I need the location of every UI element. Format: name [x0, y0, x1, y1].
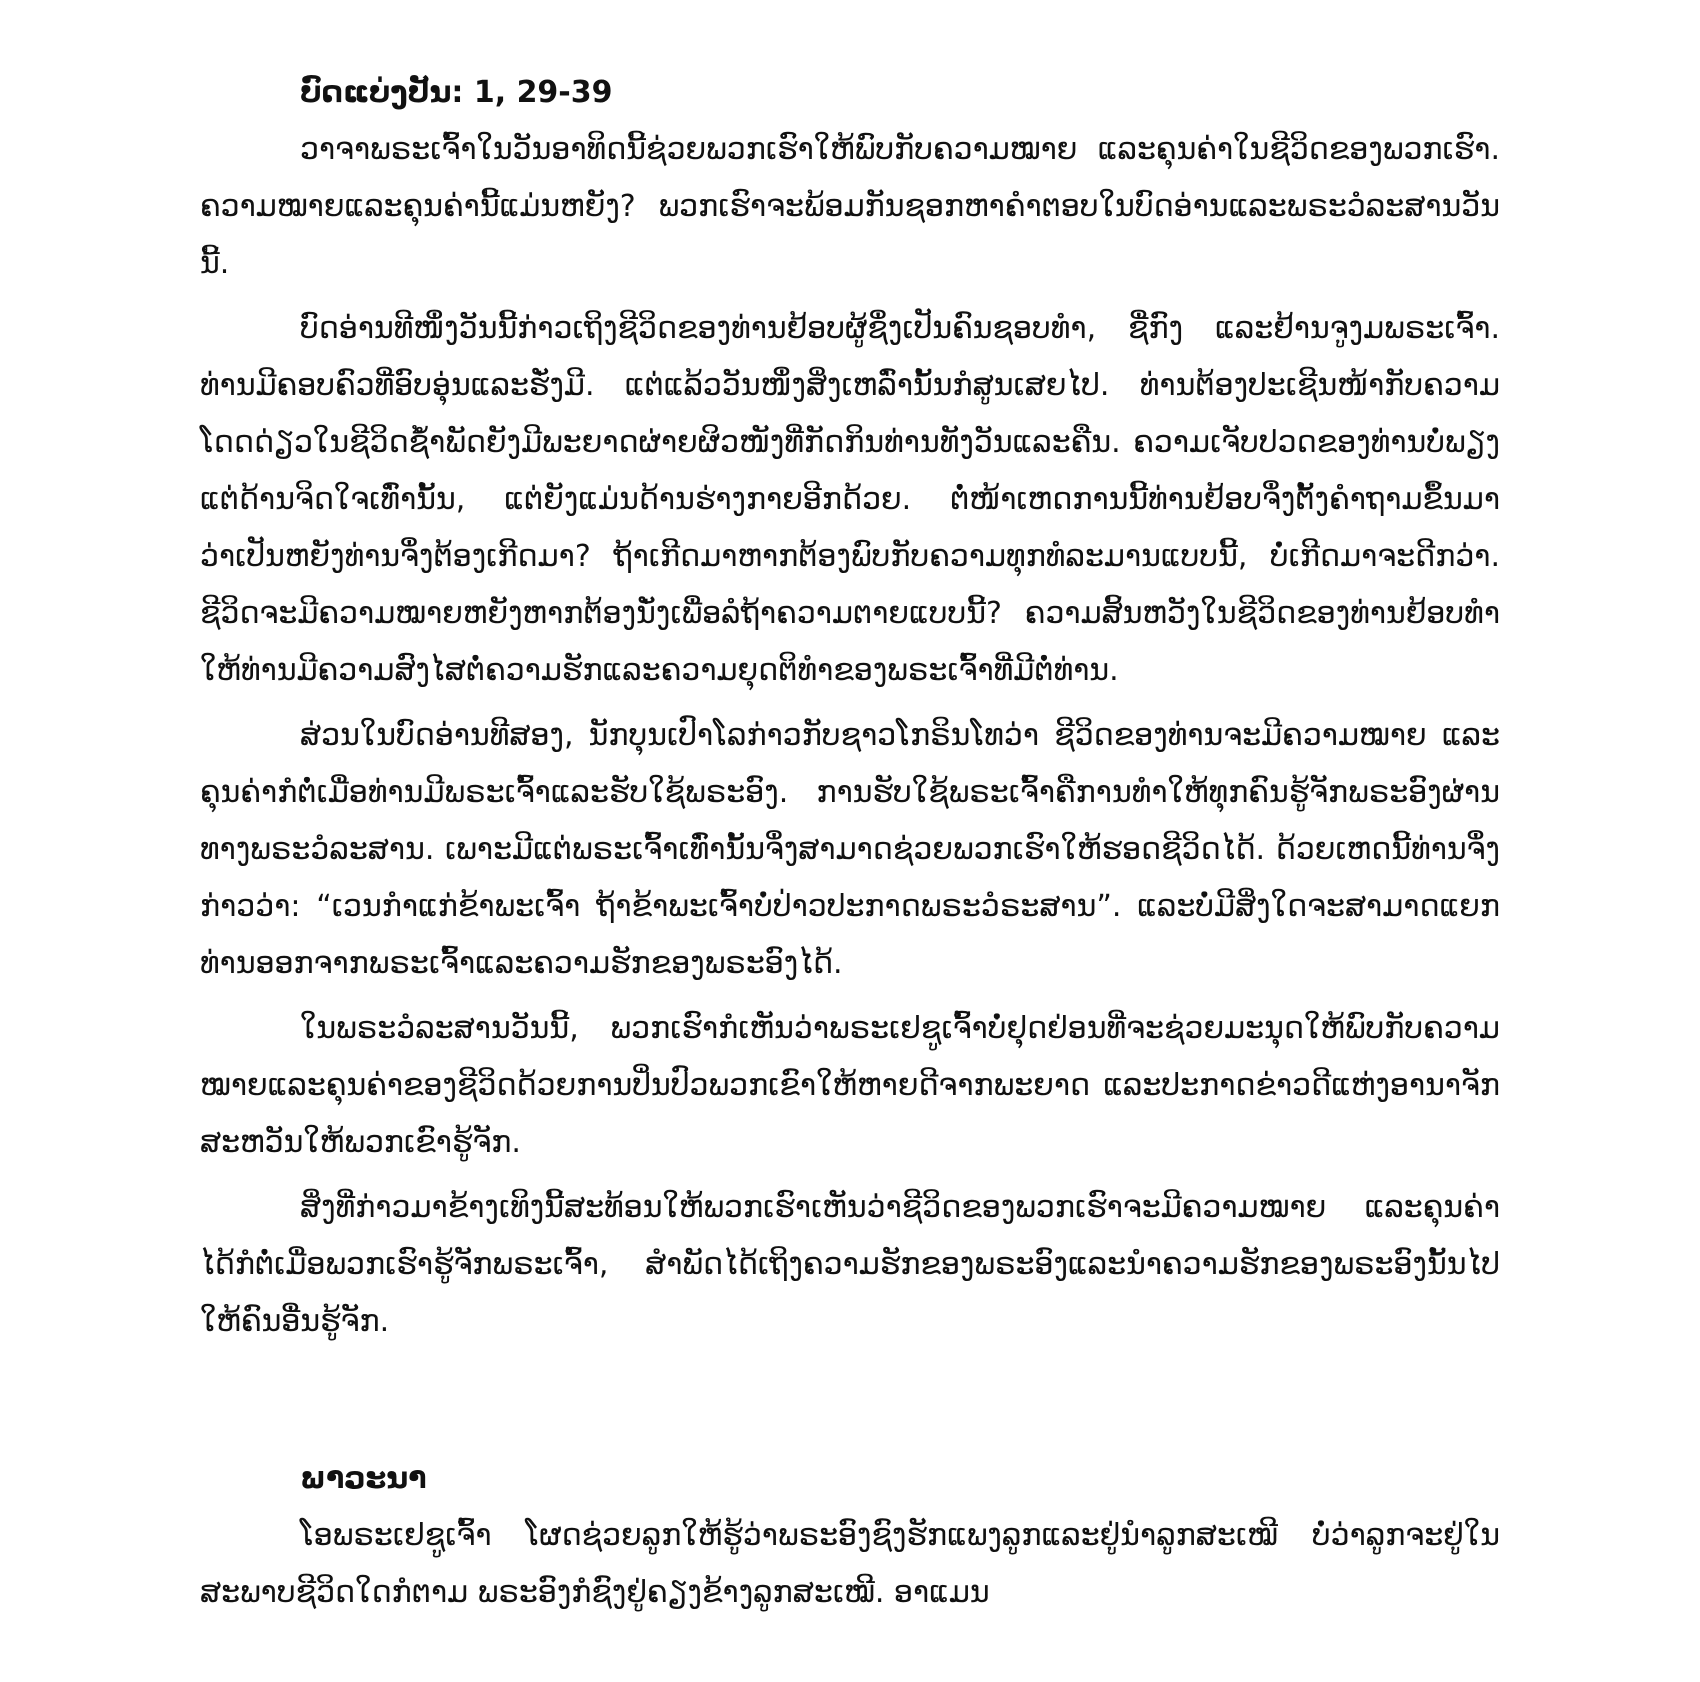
document-page [200, 64, 1500, 1621]
prayer-heading: ພາວະນາ [300, 1461, 427, 1496]
reading-paragraph-1: ວາຈາພຣະເຈົ້າໃນວັນອາທິດນີ້ຊ່ວຍພວກເຮົາໃຫ້ພົບກັບຄວາມໝາຍ ແລະຄຸນຄ່າໃນຊີວິດຂອງພວກເຮົາ. ຄວາມໝາຍແລະຄຸນຄ່ານີ້ແມ່ນຫຍັງ? ພວກເຮົາຈະພ້ອມກັນຊອກຫາຄໍາຕອບໃນບົດອ່ານແລະພຣະວໍລະສານວັນນີ້. [200, 132, 1500, 281]
reading-paragraph-3: ສ່ວນໃນບົດອ່ານທີສອງ, ນັກບຸນເປົາໂລກ່າວກັບຊາວໂກຣິນໂທວ່າ ຊີວິດຂອງທ່ານຈະມີຄວາມໝາຍ ແລະຄຸນຄ່າກໍຕໍ່ເມື່ອທ່ານມີພຣະເຈົ້າແລະຮັບໃຊ້ພຣະອົງ. ການຮັບໃຊ້ພຣະເຈົ້າຄືການທໍາໃຫ້ທຸກຄົນຮູ້ຈັກພຣະອົງຜ່ານທາງພຣະວໍລະສານ. ເພາະມີແຕ່ພຣະເຈົ້າເທົ່ານັ້ນຈຶ່ງສາມາດຊ່ວຍພວກເຮົາໃຫ້ຮອດຊີວິດໄດ້. ດ້ວຍເຫດນີ້ທ່ານຈຶ່ງກ່າວວ່າ: “ເວນກໍາແກ່ຂ້າພະເຈົ້າ ຖ້າຂ້າພະເຈົ້າບໍ່ປ່າວປະກາດພຣະວໍຣະສານ”. ແລະບໍ່ມີສິ່ງໃດຈະສາມາດແຍກທ່ານອອກຈາກພຣະເຈົ້າແລະຄວາມຮັກຂອງພຣະອົງໄດ້. [200, 718, 1500, 981]
prayer-text: ໂອພຣະເຢຊູເຈົ້າ ໂຜດຊ່ວຍລູກໃຫ້ຮູ້ວ່າພຣະອົງຊົງຮັກແພງລູກແລະຢູ່ນໍາລູກສະເໝີ ບໍ່ວ່າລູກຈະຢູ່ໃນສະພາບຊີວິດໃດກໍຕາມ ພຣະອົງກໍຊົງຢູ່ຄຽງຂ້າງລູກສະເໝີ. ອາແມນ [200, 1518, 1500, 1610]
reading-paragraph-2: ບົດອ່ານທີໜຶ່ງວັນນີ້ກ່າວເຖິງຊີວິດຂອງທ່ານຢ້ອບຜູ້ຊຶ່ງເປັນຄົນຊອບທໍາ, ຊື່ກົງ ແລະຢ້ານຈູງມພຣະເຈົ້າ. ທ່ານມີຄອບຄົວທີ່ອົບອຸ່ນແລະຮັ່ງມີ. ແຕ່ແລ້ວວັນໜຶ່ງສິ່ງເຫລົ່ານັ້ນກໍສູນເສຍໄປ. ທ່ານຕ້ອງປະເຊີນໜ້າກັບຄວາມໂດດດ່ຽວໃນຊີວິດຊໍ້າພັດຍັງມີພະຍາດຜ່າຍຜິວໜັງທີ່ກັດກິນທ່ານທັງວັນແລະຄືນ. ຄວາມເຈັບປວດຂອງທ່ານບໍ່ພຽງແຕ່ດ້ານຈິດໃຈເທົ່ານັ້ນ, ແຕ່ຍັງແມ່ນດ້ານຮ່າງກາຍອີກດ້ວຍ. ຕໍ່ໜ້າເຫດການນີ້ທ່ານຢ້ອບຈຶ່ງຕັ້ງຄໍາຖາມຂຶ້ນມາວ່າເປັນຫຍັງທ່ານຈຶ່ງຕ້ອງເກີດມາ? ຖ້າເກີດມາຫາກຕ້ອງພົບກັບຄວາມທຸກທໍລະມານແບບນີ້, ບໍ່ເກີດມາຈະດີກວ່າ. ຊີວິດຈະມີຄວາມໝາຍຫຍັງຫາກຕ້ອງນັ່ງເພື່ອລໍຖ້າຄວາມຕາຍແບບນີ້? ຄວາມສິ້ນຫວັງໃນຊີວິດຂອງທ່ານຢ້ອບທໍາໃຫ້ທ່ານມີຄວາມສົງໄສຕໍ່ຄວາມຮັກແລະຄວາມຍຸດຕິທໍາຂອງພຣະເຈົ້າທີ່ມີຕໍ່ທ່ານ. [200, 311, 1500, 688]
reading-paragraph-4: ໃນພຣະວໍລະສານວັນນີ້, ພວກເຮົາກໍເຫັນວ່າພຣະເຢຊູເຈົ້າບໍ່ຢຸດຢ່ອນທີ່ຈະຊ່ວຍມະນຸດໃຫ້ພົບກັບຄວາມໝາຍແລະຄຸນຄ່າຂອງຊີວິດດ້ວຍການປິ່ນປົວພວກເຂົາໃຫ້ຫາຍດີຈາກພະຍາດ ແລະປະກາດຂ່າວດີແຫ່ງອານາຈັກສະຫວັນໃຫ້ພວກເຂົາຮູ້ຈັກ. [200, 1011, 1500, 1160]
reading-paragraph-5: ສິ່ງທີ່ກ່າວມາຂ້າງເທິງນີ້ສະທ້ອນໃຫ້ພວກເຮົາເຫັນວ່າຊີວິດຂອງພວກເຮົາຈະມີຄວາມໝາຍ ແລະຄຸນຄ່າໄດ້ກໍຕໍ່ເມື່ອພວກເຮົາຮູ້ຈັກພຣະເຈົ້າ, ສໍາພັດໄດ້ເຖິງຄວາມຮັກຂອງພຣະອົງແລະນໍາຄວາມຮັກຂອງພຣະອົງນັ້ນໄປໃຫ້ຄົນອື່ນຮູ້ຈັກ. [200, 1190, 1500, 1339]
section-spacer [200, 1350, 1500, 1450]
reading-heading: ບົດແບ່ງປັນ: 1, 29-39 [300, 75, 613, 110]
